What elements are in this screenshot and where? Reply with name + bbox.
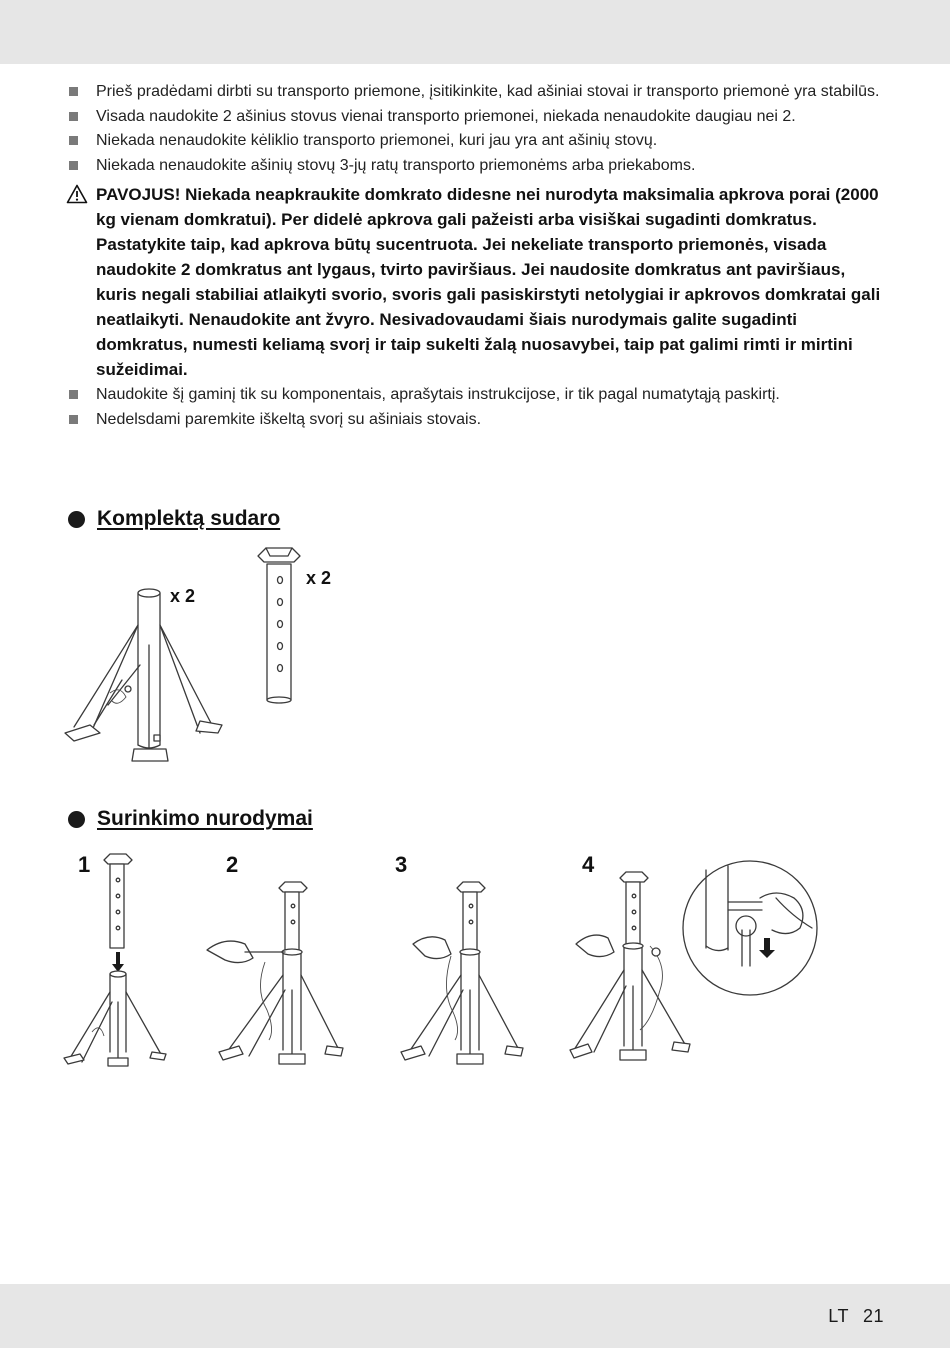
step-number-1: 1 xyxy=(78,852,91,877)
list-item: Visada naudokite 2 ašinius stovus vienai transporto priemonei, niekada nenaudokite daugiau nei 2. xyxy=(68,105,884,130)
safety-instructions xyxy=(68,80,884,432)
column-quantity: x 2 xyxy=(306,568,332,588)
page-number: 21 xyxy=(862,1306,884,1326)
step-3-illustration xyxy=(395,880,535,1070)
page-footer xyxy=(828,1306,884,1327)
section-dot-icon xyxy=(68,811,85,828)
language-code: LT xyxy=(828,1306,849,1326)
warning-triangle-icon xyxy=(66,184,88,204)
section-dot-icon xyxy=(68,511,85,528)
list-item: Nedelsdami paremkite iškeltą svorį su ašiniais stovais. xyxy=(68,408,884,433)
pin-detail-illustration xyxy=(680,858,820,998)
footer-band xyxy=(0,1284,950,1348)
section-heading-contents: Komplektą sudaro xyxy=(68,507,280,531)
bullet-square-icon xyxy=(69,87,78,96)
step-number-4: 4 xyxy=(582,852,595,877)
section-heading-assembly: Surinkimo nurodymai xyxy=(68,807,313,831)
header-band xyxy=(0,0,950,64)
step-number-2: 2 xyxy=(226,852,239,877)
stand-quantity: x 2 xyxy=(170,586,196,606)
list-item: Niekada nenaudokite ašinių stovų 3-jų ratų transporto priemonėms arba priekaboms. xyxy=(68,154,884,179)
support-column-illustration xyxy=(250,544,310,706)
bullet-square-icon xyxy=(69,112,78,121)
danger-warning: PAVOJUS! Niekada neapkraukite domkrato didesne nei nurodyta maksimalia apkrova porai (2000 kg vienam domkratui). Per didelė apkrova gali pažeisti arba visiškai sugadinti domkratus. Pastatykite taip, kad apkrova būtų sucentruota. Jei nekeliate transporto priemonės, visada naudokite 2 domkratus ant lygaus, tvirto paviršiaus. Jei naudosite domkratus ant paviršiaus, kuris negali stabiliai atlaikyti svorio, svoris gali pasiskirstyti netolygiai ir apkrovos domkratai gali neatlaikyti. Nenaudokite ant žvyro. Nesivadovaudami šiais nurodymais galite sugadinti domkratus, numesti keliamą svorį ir taip sukelti žalą nuosavybei, taip pat galimi rimti ir mirtini sužeidimai. xyxy=(68,182,884,382)
bullet-square-icon xyxy=(69,161,78,170)
step-2-illustration xyxy=(205,880,345,1070)
list-item: Naudokite šį gaminį tik su komponentais, aprašytais instrukcijose, ir tik pagal numatytąją paskirtį. xyxy=(68,383,884,408)
axle-stand-illustration xyxy=(60,585,230,775)
list-item: Niekada nenaudokite kėliklio transporto priemonei, kuri jau yra ant ašinių stovų. xyxy=(68,129,884,154)
bullet-square-icon xyxy=(69,136,78,145)
list-item: Prieš pradėdami dirbti su transporto priemone, įsitikinkite, kad ašiniai stovai ir transporto priemonė yra stabilūs. xyxy=(68,80,884,105)
bullet-square-icon xyxy=(69,390,78,399)
bullet-square-icon xyxy=(69,415,78,424)
step-1-illustration xyxy=(62,852,172,1072)
step-number-3: 3 xyxy=(395,852,408,877)
